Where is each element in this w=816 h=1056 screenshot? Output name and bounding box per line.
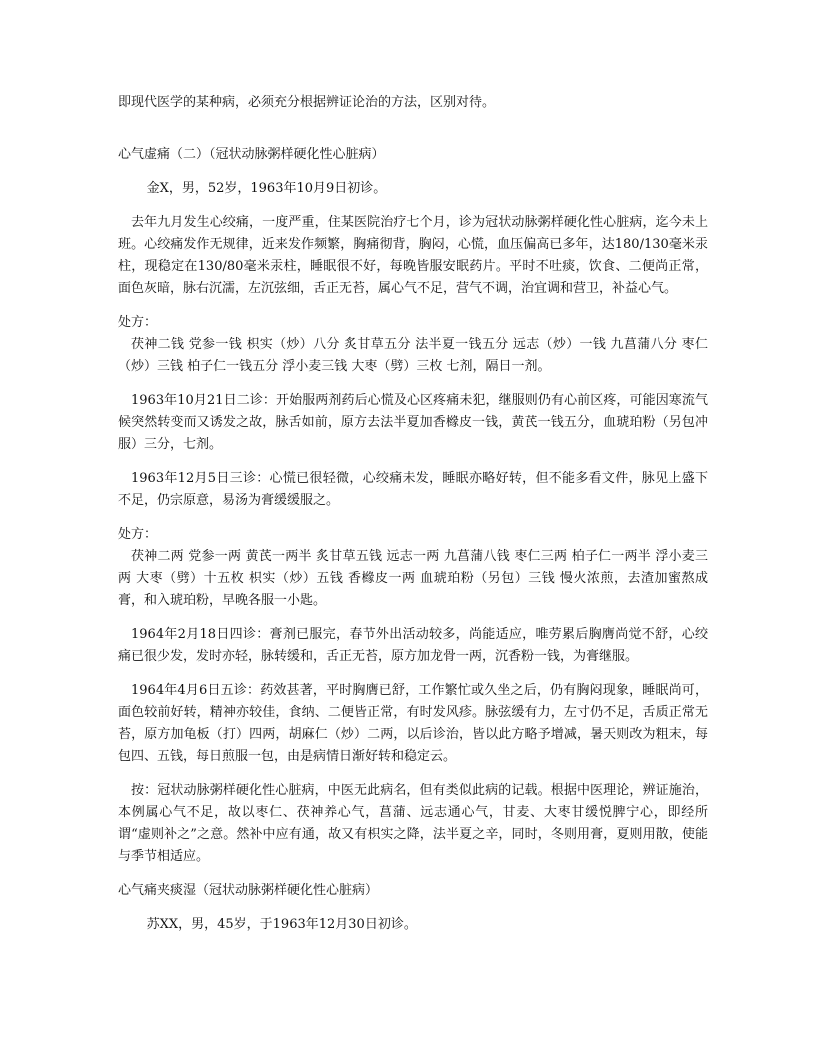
- visit4-note: 1964年2月18日四诊：膏剂已服完，春节外出活动较多，尚能适应，唯劳累后胸膺尚觉不舒，心绞痛已很少发，发时亦轻，脉转缓和，舌正无苔，原方加龙骨一两，沉香粉一钱，为膏继服。: [118, 627, 708, 664]
- paragraph-continuation: 即现代医学的某种病，必须充分根据辨证论治的方法，区别对待。: [118, 95, 496, 110]
- case2-intro: 苏XX，男，45岁，于1963年12月30日初诊。: [146, 917, 417, 932]
- case2-title: 心气痛夹痰湿（冠状动脉粥样硬化性心脏病）: [118, 883, 379, 898]
- case1-intro: 金X，男，52岁，1963年10月9日初诊。: [146, 181, 387, 196]
- case1-history: 去年九月发生心绞痛，一度严重，住某医院治疗七个月，诊为冠状动脉粥样硬化性心脏病，迄今未上班。心绞痛发作无规律，近来发作频繁，胸痛彻背，胸闷，心慌，血压偏高已多年，达180/130毫米汞柱，现稳定在130/80毫米汞柱，睡眠很不好，每晚皆服安眠药片。平时不吐痰，饮食、二便尚正常，面色灰暗，脉右沉濡，左沉弦细，舌正无苔，属心气不足，营气不调，治宜调和营卫，补益心气。: [118, 215, 708, 296]
- visit2-note: 1963年10月21日二诊：开始服两剂药后心慌及心区疼痛未犯，继服则仍有心前区疼，可能因寒流气候突然转变而又诱发之故，脉舌如前，原方去法半夏加香橼皮一钱，黄芪一钱五分，血琥珀粉（另包冲服）三分，七剂。: [118, 393, 708, 452]
- prescription2-label: 处方：: [118, 527, 158, 542]
- case1-title: 心气虚痛（二）（冠状动脉粥样硬化性心脏病）: [118, 147, 385, 162]
- prescription1-label: 处方：: [118, 315, 158, 330]
- visit5-note: 1964年4月6日五诊：药效甚著，平时胸膺已舒，工作繁忙或久坐之后，仍有胸闷现象，睡眠尚可，面色较前好转，精神亦较佳，食纳、二便皆正常，有时发风疹。脉弦缓有力，左寸仍不足，舌质正常无苔，原方加龟板（打）四两，胡麻仁（炒）二两，以后诊治，皆以此方略予增减，暑天则改为粗末，每包四、五钱，每日煎服一包，由是病情日渐好转和稳定云。: [118, 683, 708, 764]
- prescription2-text: 茯神二两 党参一两 黄芪一两半 炙甘草五钱 远志一两 九菖蒲八钱 枣仁三两 柏子仁一两半 浮小麦三两 大枣（劈）十五枚 枳实（炒）五钱 香橼皮一两 血琥珀粉（另包）三钱 慢火浓煎，去渣加蜜熬成膏，和入琥珀粉，早晚各服一小匙。: [118, 549, 708, 608]
- visit3-note: 1963年12月5日三诊：心慌已很轻微，心绞痛未发，睡眠亦略好转，但不能多看文件，脉见上盛下不足，仍宗原意，易汤为膏缓缓服之。: [118, 471, 708, 508]
- prescription1-text: 茯神二钱 党参一钱 枳实（炒）八分 炙甘草五分 法半夏一钱五分 远志（炒）一钱 九菖蒲八分 枣仁（炒）三钱 柏子仁一钱五分 浮小麦三钱 大枣（劈）三枚 七剂，隔日一剂。: [118, 337, 708, 374]
- commentary-note: 按：冠状动脉粥样硬化性心脏病，中医无此病名，但有类似此病的记载。根据中医理论，辨证施治，本例属心气不足，故以枣仁、茯神养心气，菖蒲、远志通心气，甘麦、大枣甘缓悦脾宁心，即经所谓“虚则补之”之意。然补中应有通，故又有枳实之降，法半夏之辛，同时，冬则用膏，夏则用散，使能与季节相适应。: [118, 783, 708, 864]
- document-page: [118, 92, 708, 936]
